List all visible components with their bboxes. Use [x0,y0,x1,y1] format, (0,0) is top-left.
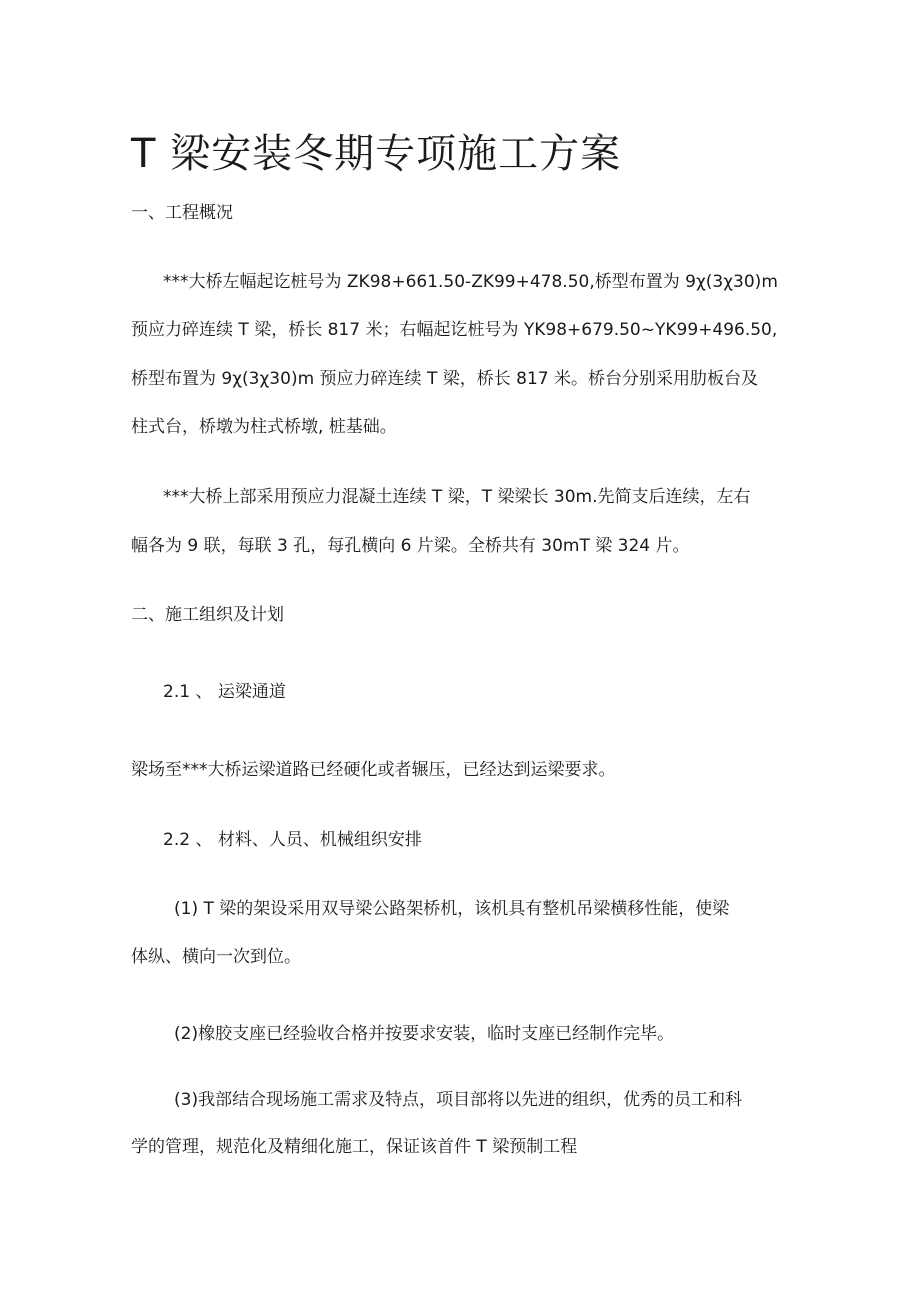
list-item-line: (3)我部结合现场施工需求及特点，项目部将以先进的组织，优秀的员工和科 [174,1090,743,1110]
list-item-line: (1) T 梁的架设采用双导梁公路架桥机，该机具有整机吊梁横移性能，使梁 [174,899,730,919]
section-heading-organization: 二、施工组织及计划 [131,605,284,625]
paragraph-line: ***大桥左幅起讫桩号为 ZK98+661.50-ZK99+478.50,桥型布置为 9χ(3χ30)m [163,272,778,292]
paragraph-line: 柱式台，桥墩为柱式桥墩, 桩基础。 [131,417,397,437]
paragraph-line: 幅各为 9 联，每联 3 孔，每孔横向 6 片梁。全桥共有 30mT 梁 324 片。 [131,536,690,556]
subsection-heading-arrangement: 2.2 、 材料、人员、机械组织安排 [163,830,422,850]
section-heading-overview: 一、工程概况 [131,203,233,223]
list-item-line: 学的管理，规范化及精细化施工，保证该首件 T 梁预制工程 [131,1137,578,1157]
list-item-line: 体纵、横向一次到位。 [131,947,301,967]
paragraph-line: 桥型布置为 9χ(3χ30)m 预应力碎连续 T 梁，桥长 817 米。桥台分别采用肋板台及 [131,369,758,389]
paragraph-line: ***大桥上部采用预应力混凝土连续 T 梁，T 梁梁长 30m.先简支后连续，左右 [163,487,751,507]
list-item-line: (2)橡胶支座已经验收合格并按要求安装，临时支座已经制作完毕。 [174,1024,675,1044]
subsection-heading-transport: 2.1 、 运梁通道 [163,682,286,702]
document-title: T 梁安装冬期专项施工方案 [131,131,622,177]
paragraph-line: 梁场至***大桥运梁道路已经硬化或者辗压，已经达到运梁要求。 [131,760,616,780]
paragraph-line: 预应力碎连续 T 梁，桥长 817 米；右幅起讫桩号为 YK98+679.50~YK99+496.50, [131,320,778,340]
